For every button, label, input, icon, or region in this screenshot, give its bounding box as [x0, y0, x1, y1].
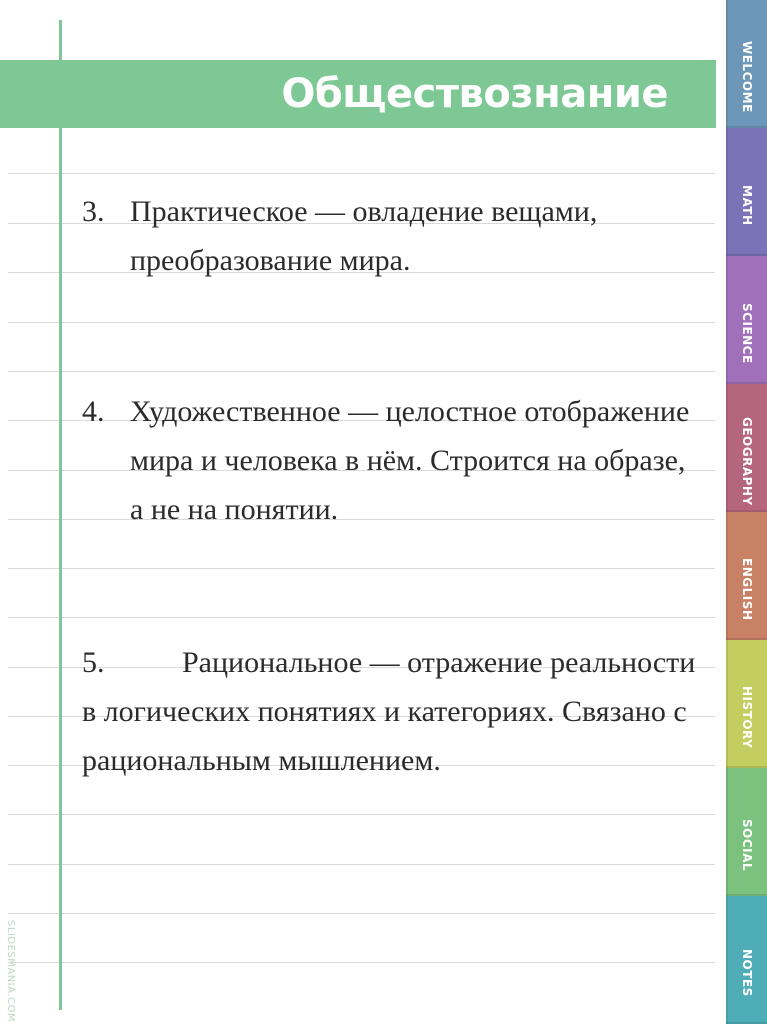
- list-item: [82, 638, 702, 785]
- list-item-number: 5.: [82, 646, 105, 679]
- ruled-line: [8, 173, 715, 174]
- ruled-line: [8, 322, 715, 323]
- tab-science[interactable]: [726, 256, 767, 384]
- tab-notes[interactable]: [726, 896, 767, 1024]
- tab-label: NOTES: [740, 949, 754, 997]
- tab-history[interactable]: [726, 640, 767, 768]
- title-banner: [0, 60, 716, 128]
- tab-label: SOCIAL: [740, 818, 754, 872]
- tab-label: ENGLISH: [740, 557, 754, 621]
- ruled-line: [8, 617, 715, 618]
- list-item-number: 3.: [82, 195, 105, 228]
- tab-label: GEOGRAPHY: [740, 416, 754, 506]
- ruled-line: [8, 568, 715, 569]
- ruled-line: [8, 814, 715, 815]
- list-item-text: Рациональное — отражение реальности в логических понятиях и категориях. Связано с рациональным мышлением.: [82, 646, 696, 777]
- tab-welcome[interactable]: [726, 0, 767, 128]
- list-item: [82, 387, 702, 534]
- list-item-text: Практическое — овладение вещами, преобразование мира.: [130, 195, 598, 277]
- tab-math[interactable]: [726, 128, 767, 256]
- margin-line: [59, 20, 62, 1010]
- tab-social[interactable]: [726, 768, 767, 896]
- tab-label: HISTORY: [740, 685, 754, 749]
- list-item-text: Художественное — целостное отображение мира и человека в нём. Строится на образе, а не на понятии.: [130, 395, 690, 526]
- ruled-line: [8, 962, 715, 963]
- ruled-line: [8, 864, 715, 865]
- ruled-line: [8, 913, 715, 914]
- list-item: [82, 187, 702, 285]
- page-title: Обществознание: [281, 71, 668, 117]
- tab-label: SCIENCE: [740, 302, 754, 364]
- tab-geography[interactable]: [726, 384, 767, 512]
- tab-label: WELCOME: [740, 41, 754, 113]
- ruled-line: [8, 371, 715, 372]
- list-item-number: 4.: [82, 395, 105, 428]
- watermark: SLIDESMANIA.COM: [5, 920, 16, 1022]
- tab-english[interactable]: [726, 512, 767, 640]
- tab-label: MATH: [740, 184, 754, 226]
- section-tabs: [726, 0, 767, 1024]
